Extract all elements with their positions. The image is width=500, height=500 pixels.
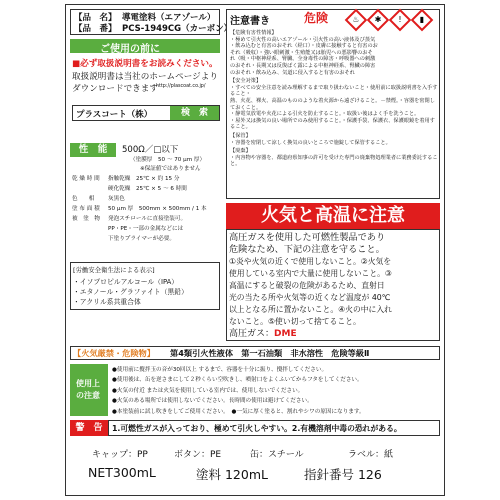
labor-law-title: [労働安全衛生法による表示] bbox=[73, 266, 155, 274]
safety-line: ・屋外又は換気の良い場所でのみ使用すること。・保護手袋、保護衣、保護眼鏡を着用すること。 bbox=[230, 117, 435, 131]
hazard-header: 【危険有害性情報】 bbox=[230, 30, 277, 36]
performance-row-value: 発泡スチロールに直接塗装可。 bbox=[108, 216, 187, 222]
exclamation-icon: ! bbox=[389, 9, 412, 32]
manual-line-3: ダウンロードできます bbox=[72, 84, 158, 94]
performance-table bbox=[72, 176, 222, 246]
labor-law-item: ・イソプロピルアルコール（IPA） bbox=[73, 278, 179, 286]
usage-note: ●使用後は、缶を逆さまにして２秒くらい空吹きし、噴射口をよくふいてからフタをしてください。 bbox=[112, 377, 363, 384]
material-cap: キャップ：PP bbox=[92, 450, 148, 460]
performance-title: 性 能 bbox=[70, 143, 116, 157]
storage-header: 【保管】 bbox=[230, 132, 251, 139]
performance-row bbox=[72, 236, 222, 246]
spec-needle: 指針番号 126 bbox=[304, 467, 382, 482]
spec-net: NET300mL bbox=[88, 465, 156, 480]
hazard-info bbox=[230, 30, 438, 168]
performance-row bbox=[72, 226, 222, 236]
product-number-label: 【品 番】 bbox=[74, 24, 117, 34]
search-button[interactable]: 検 索 bbox=[170, 106, 219, 120]
gas-label: 高圧ガス： bbox=[229, 329, 275, 339]
performance-row-value: 硬化乾燥 25℃ × 5 〜 6 時間 bbox=[108, 186, 187, 192]
product-number-value: PCS-1949CG（カーボン） bbox=[122, 24, 233, 34]
manual-line-1: ■必ず取扱説明書をお読みください。 bbox=[72, 59, 218, 69]
fire-warning-line: 高圧ガスを使用した可燃性製品であり bbox=[229, 232, 386, 243]
usage-notes-list bbox=[112, 365, 440, 417]
material-can: 缶：スチール bbox=[250, 450, 304, 460]
performance-row-label: 塗 布 面 積 bbox=[72, 206, 100, 212]
gas-value: DME bbox=[274, 329, 297, 339]
performance-note: ※保証値ではありません bbox=[140, 166, 201, 172]
danger-label: 危険 bbox=[296, 10, 336, 26]
performance-row-label: 色 相 bbox=[72, 196, 95, 202]
fire-law-text: 第4類引火性液体 第一石油類 非水溶性 危険等級Ⅱ bbox=[170, 348, 370, 358]
usage-notes-label-line2: の注意 bbox=[76, 391, 100, 400]
warning-label: 警 告 bbox=[70, 420, 108, 436]
fire-warning-line: 高温にすると破裂の危険があるため、直射日 bbox=[229, 281, 385, 290]
performance-row bbox=[72, 186, 222, 196]
fire-warning-line: 危険なため、下記の注意を守ること。 bbox=[229, 244, 385, 255]
warning-text: 1.可燃性ガスが入っており、極めて引火しやすい。2.有機溶剤中毒の恐れがある。 bbox=[112, 424, 402, 433]
performance-row bbox=[72, 206, 222, 216]
spec-paint: 塗料 120mL bbox=[196, 467, 268, 482]
performance-row-value: PP・PE・一部の金属などには bbox=[108, 226, 184, 232]
fire-law-tag: 【火気厳禁・危険物】 bbox=[73, 348, 155, 358]
performance-value-note: （塗膜厚 50 〜 70 μm 厚） bbox=[130, 157, 206, 163]
hazard-line: ・極めて引火性の高いエアゾール・引火性の高い液体及び蒸気 bbox=[230, 36, 376, 43]
hazard-line: れ（吸・中枢神経系、腎臓、全身毒性の障害・呼吸器への刺激 bbox=[230, 56, 376, 63]
material-button: ボタン：PE bbox=[174, 450, 222, 460]
fire-warning-line: 光の当たる所や火気等の近くなど温度が 40℃ bbox=[229, 293, 391, 302]
usage-note: ●火気の付近 または火気を使用している室内では、使用しないでください。 bbox=[112, 387, 304, 394]
performance-row-value: 指触乾燥 25℃ × 約 15 分 bbox=[108, 176, 180, 182]
performance-value: 500Ω／□以下 bbox=[122, 145, 179, 155]
fire-warning-body bbox=[229, 232, 439, 340]
product-name-label: 【品 名】 bbox=[74, 13, 117, 23]
disposal-header: 【廃棄】 bbox=[230, 148, 251, 155]
caution-title: 注意書き bbox=[230, 16, 270, 27]
performance-row-value: 下塗りプライマーが必要。 bbox=[108, 236, 175, 242]
performance-row bbox=[72, 216, 222, 226]
usage-note: ●本塗装前に試し吹きをしてご使用ください。 ●一気に厚く塗ると、割れやシワの原因になります。 bbox=[112, 408, 365, 415]
safety-line: 熱、火花、裸火、高温のもののような着火源から遠ざけること。－禁煙。・容器を密閉しておくこと。 bbox=[230, 97, 435, 111]
manual-line-2: 取扱説明書は当社のホームページより bbox=[72, 72, 218, 82]
disposal-line: ・内容物や容器を、都道府県知事の許可を受けた専門の廃棄物処理業者に業務委託すること。 bbox=[230, 154, 438, 168]
health-hazard-icon: ✱ bbox=[367, 9, 390, 32]
performance-row bbox=[72, 196, 222, 206]
hazard-line: のおそれ・長期又は反復ばく露による中枢神経系、腎臓の障害 bbox=[230, 62, 376, 69]
performance-row-label: 被 塗 物 bbox=[72, 216, 100, 222]
performance-row-value: 灰黒色 bbox=[108, 196, 125, 202]
search-company: プラスコート（株） bbox=[76, 110, 153, 120]
fire-warning-line: ①炎や火気の近くで使用しないこと。②火気を bbox=[229, 257, 392, 266]
storage-line: ・容器を密閉して涼しく換気の良いところで施錠して保管すること。 bbox=[230, 139, 391, 146]
product-name-value: 導電塗料（エアゾール） bbox=[122, 13, 216, 23]
performance-row-value: 50 μm 厚 500mm × 500mm / 1 本 bbox=[108, 206, 207, 212]
usage-notes-label-line1: 使用上 bbox=[76, 379, 100, 388]
material-label: ラベル：紙 bbox=[348, 450, 394, 460]
fire-warning-title: 火気と高温に注意 bbox=[226, 203, 440, 229]
gas-cylinder-icon: ▮ bbox=[411, 9, 434, 32]
fire-warning-line: ないこと。⑤使い切って捨てること。 bbox=[229, 317, 361, 326]
hazard-line: ・飲み込むと有害のおそれ（経口）・皮膚に接触すると有害のお bbox=[230, 43, 378, 50]
usage-title: ご使用の前に bbox=[100, 44, 160, 55]
fire-warning-line: 以上となる所に置かないこと。④火の中に入れ bbox=[229, 305, 392, 314]
fire-warning-line: 使用している室内で大量に使用しないこと。③ bbox=[229, 269, 392, 278]
labor-law-item: ・エタノール・グラファイト（黒鉛） bbox=[73, 288, 188, 296]
safety-line: ・すべての安全注意を読み理解するまで取り扱わないこと・使用前に取扱説明書を入手すること・ bbox=[230, 84, 438, 98]
usage-note: ●火気のある場所では使用しないでください。長時間の使用は避けてください。 bbox=[112, 398, 313, 405]
performance-row bbox=[72, 176, 222, 186]
usage-note: ●使用前に攪拌玉の音が30回以上 するまで、容器を十分に振り、攪拌してください。 bbox=[112, 367, 328, 373]
hazard-line: それ（吸収）・強い眼刺激・生殖能又は胎児への悪影響のおそ bbox=[230, 49, 373, 56]
safety-header: 【安全対策】 bbox=[230, 78, 262, 85]
flame-icon: ♨ bbox=[345, 9, 368, 32]
hazard-line: のおそれ・飲み込み、気道に侵入すると有害のおそれ bbox=[230, 69, 355, 76]
manual-url[interactable]: http://plascoat.co.jp/ bbox=[156, 84, 206, 89]
performance-row-label: 乾 燥 時 間 bbox=[72, 176, 100, 182]
gas-line bbox=[229, 328, 439, 340]
safety-line: ・静電気放電や火花による引火を防止すること。・取扱い後はよく手を洗うこと。 bbox=[230, 111, 420, 118]
labor-law-item: ・アクリル系共重合体 bbox=[73, 298, 141, 306]
